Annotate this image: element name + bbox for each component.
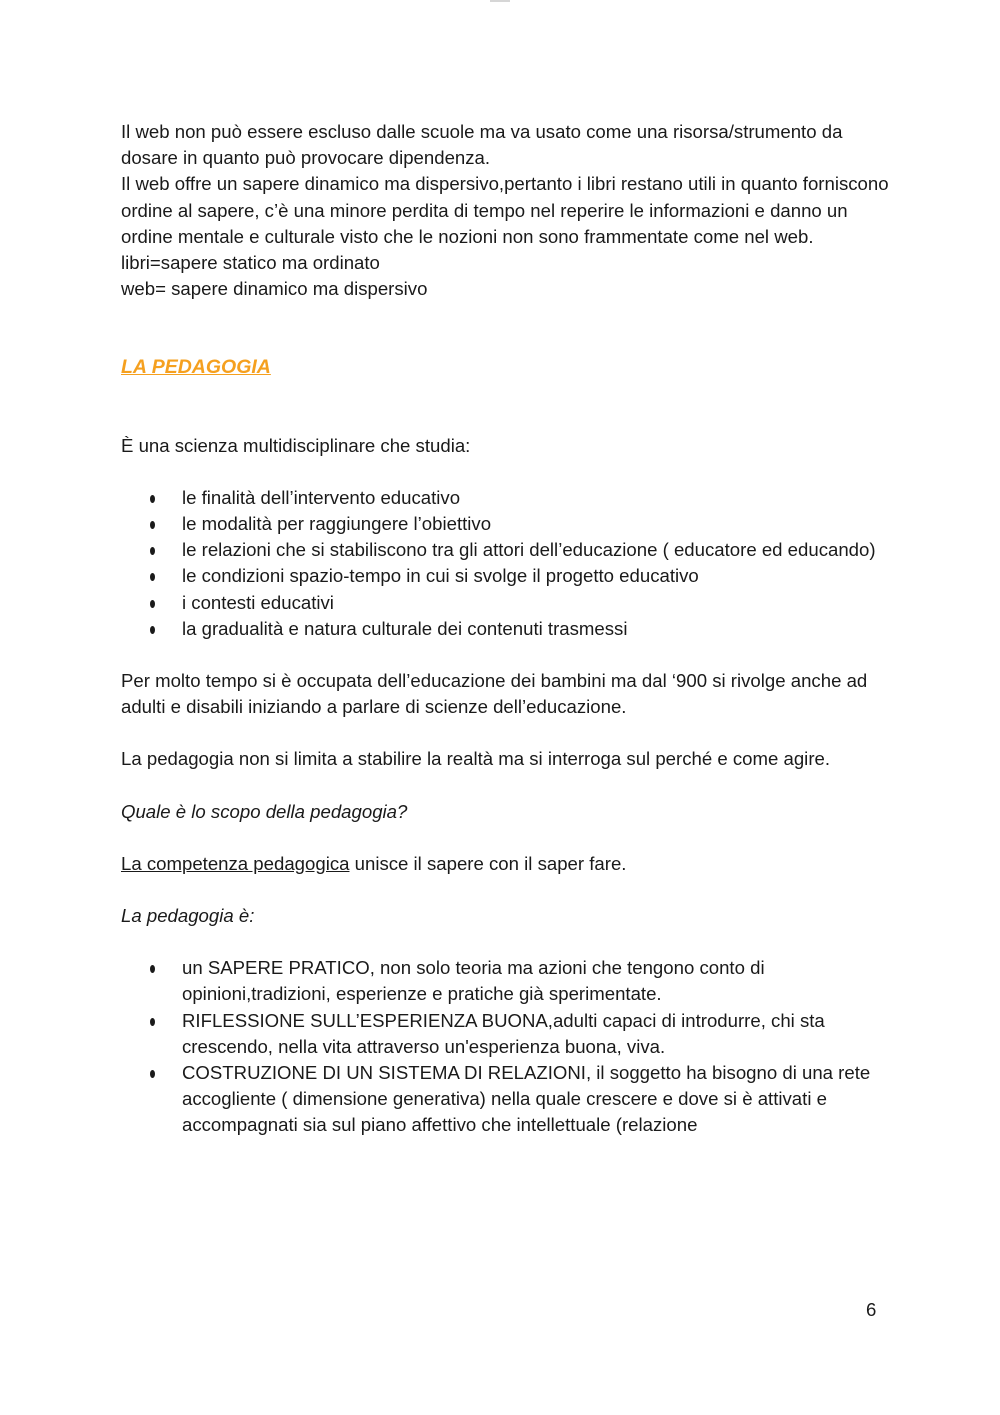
bullet-icon <box>150 521 155 529</box>
studies-list <box>121 485 891 642</box>
competence-term: La competenza pedagogica <box>121 852 350 874</box>
intro-paragraph-web: Il web non può essere escluso dalle scuole ma va usato come una risorsa/strumento da dosare in quanto può provocare dipendenza. <box>121 121 843 169</box>
list-item <box>121 537 891 563</box>
bullet-icon <box>150 495 155 503</box>
bullet-icon <box>150 1070 155 1078</box>
header-mark <box>490 0 510 2</box>
features-list <box>121 955 891 1138</box>
list-item <box>121 616 891 642</box>
list-item <box>121 1060 891 1139</box>
list-item <box>121 955 891 1007</box>
bullet-icon <box>150 626 155 634</box>
history-paragraph: Per molto tempo si è occupata dell’educazione dei bambini ma dal ‘900 si rivolge anche ad adulti e disabili iniziando a parlare di scienze dell’educazione. <box>121 670 868 718</box>
bullet-icon <box>150 965 155 973</box>
list-item <box>121 485 891 511</box>
list-item <box>121 1008 891 1060</box>
limits-paragraph: La pedagogia non si limita a stabilire la realtà ma si interroga sul perché e come agire. <box>121 748 831 770</box>
list-item-text: la gradualità e natura culturale dei contenuti trasmessi <box>182 617 628 639</box>
competence-text: unisce il sapere con il saper fare. <box>349 852 627 874</box>
list-item-text: le condizioni spazio-tempo in cui si svolge il progetto educativo <box>182 565 699 587</box>
intro-line-web: web= sapere dinamico ma dispersivo <box>121 278 428 300</box>
bullet-icon <box>150 1018 155 1026</box>
list-item <box>121 511 891 537</box>
list-item-text: le modalità per raggiungere l’obiettivo <box>182 513 492 535</box>
section-heading: LA PEDAGOGIA <box>121 356 271 379</box>
bullet-icon <box>150 547 155 555</box>
intro-paragraph-books: Il web offre un sapere dinamico ma dispersivo,pertanto i libri restano utili in quanto forniscono ordine al sapere, c’è una minore perdita di tempo nel reperire le informazioni e danno un ordine mentale e culturale visto che le nozioni non sono frammentate come nel web. <box>121 173 889 247</box>
list-item-text: COSTRUZIONE DI UN SISTEMA DI RELAZIONI, il soggetto ha bisogno di una rete accogliente ( dimensione generativa) nella quale crescere e dove si è attivati e accompagnati sia sul piano affettivo che intellettuale (relazione <box>182 1062 871 1136</box>
list-item <box>121 590 891 616</box>
list-item-text: i contesti educativi <box>182 591 334 613</box>
competence-paragraph <box>121 851 891 877</box>
bullet-icon <box>150 573 155 581</box>
list-item-text: un SAPERE PRATICO, non solo teoria ma azioni che tengono conto di opinioni,tradizioni, esperienze e pratiche già sperimentate. <box>182 957 765 1005</box>
document-page <box>121 119 891 1139</box>
list-item-text: RIFLESSIONE SULL’ESPERIENZA BUONA,adulti capaci di introdurre, chi sta crescendo, nella vita attraverso un'esperienza buona, viva. <box>182 1009 825 1057</box>
list-item-text: le finalità dell’intervento educativo <box>182 486 461 508</box>
pedagogy-is-intro: La pedagogia è: <box>121 905 255 927</box>
scope-question: Quale è lo scopo della pedagogia? <box>121 800 408 822</box>
list-item <box>121 563 891 589</box>
page-number: 6 <box>866 1299 877 1320</box>
definition-paragraph: È una scienza multidisciplinare che studia: <box>121 434 471 456</box>
intro-line-books: libri=sapere statico ma ordinato <box>121 252 380 274</box>
list-item-text: le relazioni che si stabiliscono tra gli attori dell’educazione ( educatore ed educando) <box>182 539 876 561</box>
bullet-icon <box>150 600 155 608</box>
